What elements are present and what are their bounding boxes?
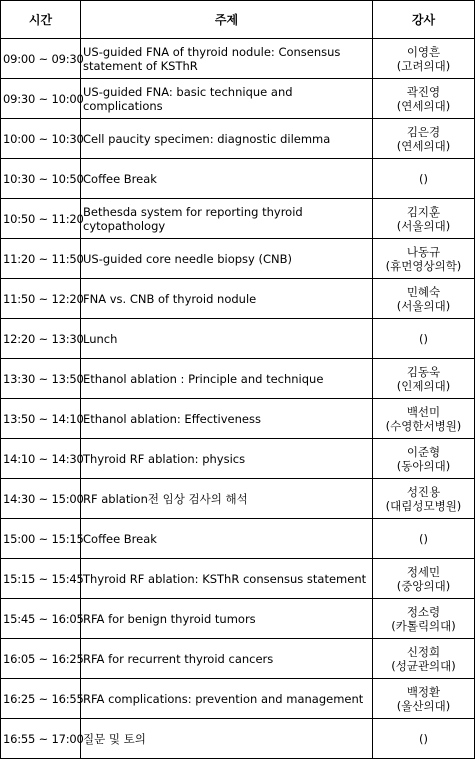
table-row [1,39,475,79]
session-topic: US-guided FNA: basic technique and complications [81,79,373,119]
session-time: 16:25 ~ 16:55 [1,679,81,719]
session-time: 15:00 ~ 15:15 [1,519,81,559]
speaker-cell [373,199,475,239]
speaker-cell [373,159,475,199]
session-time: 13:50 ~ 14:10 [1,399,81,439]
speaker-affiliation: (서울의대) [396,298,451,313]
speaker-cell [373,719,475,759]
table-row [1,719,475,759]
session-time: 15:45 ~ 16:05 [1,599,81,639]
speaker-name: 이준형 [406,444,441,459]
speaker-cell [373,79,475,119]
table-row [1,439,475,479]
speaker-name: 정소령 [406,604,441,619]
speaker-cell [373,519,475,559]
speaker-affiliation: (휴먼영상의학) [385,258,462,273]
session-topic: Thyroid RF ablation: KSThR consensus statement [81,559,373,599]
session-topic: RFA complications: prevention and management [81,679,373,719]
speaker-affiliation: (카톨릭의대) [391,618,456,633]
speaker-affiliation: (연세의대) [396,98,451,113]
speaker-name: 신정희 [406,644,441,659]
speaker-cell [373,559,475,599]
session-topic: US-guided core needle biopsy (CNB) [81,239,373,279]
table-row [1,239,475,279]
time-column-header: 시간 [1,1,81,39]
speaker-cell [373,479,475,519]
table-row [1,479,475,519]
session-time: 14:10 ~ 14:30 [1,439,81,479]
speaker-name: 김지훈 [406,204,441,219]
table-row [1,119,475,159]
speaker-cell [373,439,475,479]
session-topic: US-guided FNA of thyroid nodule: Consensus statement of KSThR [81,39,373,79]
table-row [1,679,475,719]
session-time: 15:15 ~ 15:45 [1,559,81,599]
session-topic: RFA for recurrent thyroid cancers [81,639,373,679]
table-row [1,319,475,359]
speaker-affiliation: (고려의대) [396,58,451,73]
table-row [1,159,475,199]
speaker-name: 백정환 [406,684,441,699]
speaker-affiliation: (대림성모병원) [385,498,462,513]
topic-column-header: 주제 [81,1,373,39]
speaker-affiliation: (수영한서병원) [385,418,462,433]
speaker-name: 정세민 [406,564,441,579]
schedule-body [1,39,475,759]
speaker-cell [373,319,475,359]
session-time: 13:30 ~ 13:50 [1,359,81,399]
speaker-cell [373,679,475,719]
table-row [1,79,475,119]
speaker-name: 김은경 [406,124,441,139]
session-time: 16:55 ~ 17:00 [1,719,81,759]
speaker-affiliation: () [419,171,428,186]
session-topic: RFA for benign thyroid tumors [81,599,373,639]
speaker-column-header: 강사 [373,1,475,39]
speaker-name: 백선미 [406,404,441,419]
speaker-cell [373,599,475,639]
speaker-cell [373,359,475,399]
speaker-affiliation: (인제의대) [396,378,451,393]
session-time: 11:50 ~ 12:20 [1,279,81,319]
speaker-affiliation: (서울의대) [396,218,451,233]
session-topic: FNA vs. CNB of thyroid nodule [81,279,373,319]
table-row [1,519,475,559]
speaker-affiliation: (성균관의대) [391,658,456,673]
speaker-cell [373,239,475,279]
speaker-name: 성진용 [406,484,441,499]
session-topic: Lunch [81,319,373,359]
speaker-cell [373,119,475,159]
session-time: 11:20 ~ 11:50 [1,239,81,279]
session-topic: 질문 및 토의 [81,719,373,759]
table-row [1,599,475,639]
session-topic: Cell paucity specimen: diagnostic dilemma [81,119,373,159]
speaker-affiliation: (연세의대) [396,138,451,153]
session-topic: Ethanol ablation : Principle and technique [81,359,373,399]
header-row [1,1,475,39]
speaker-affiliation: () [419,531,428,546]
speaker-name: 김동욱 [406,364,441,379]
session-time: 12:20 ~ 13:30 [1,319,81,359]
speaker-name: 민혜숙 [406,284,441,299]
table-row [1,559,475,599]
session-time: 09:30 ~ 10:00 [1,79,81,119]
session-time: 10:50 ~ 11:20 [1,199,81,239]
session-time: 14:30 ~ 15:00 [1,479,81,519]
speaker-name: 이영흔 [406,44,441,59]
session-topic: Coffee Break [81,519,373,559]
table-row [1,399,475,439]
speaker-name: 나동규 [406,244,441,259]
speaker-cell [373,279,475,319]
speaker-name: 곽진영 [406,84,441,99]
session-time: 10:00 ~ 10:30 [1,119,81,159]
session-time: 10:30 ~ 10:50 [1,159,81,199]
table-row [1,199,475,239]
table-row [1,279,475,319]
table-row [1,359,475,399]
speaker-affiliation: (동아의대) [396,458,451,473]
speaker-cell [373,39,475,79]
session-time: 16:05 ~ 16:25 [1,639,81,679]
table-row [1,639,475,679]
speaker-affiliation: (중앙의대) [396,578,451,593]
session-topic: Bethesda system for reporting thyroid cytopathology [81,199,373,239]
session-topic: Ethanol ablation: Effectiveness [81,399,373,439]
session-topic: Coffee Break [81,159,373,199]
speaker-affiliation: () [419,331,428,346]
session-topic: Thyroid RF ablation: physics [81,439,373,479]
speaker-cell [373,399,475,439]
session-time: 09:00 ~ 09:30 [1,39,81,79]
speaker-affiliation: () [419,731,428,746]
speaker-cell [373,639,475,679]
session-topic: RF ablation전 임상 검사의 해석 [81,479,373,519]
speaker-affiliation: (울산의대) [396,698,451,713]
